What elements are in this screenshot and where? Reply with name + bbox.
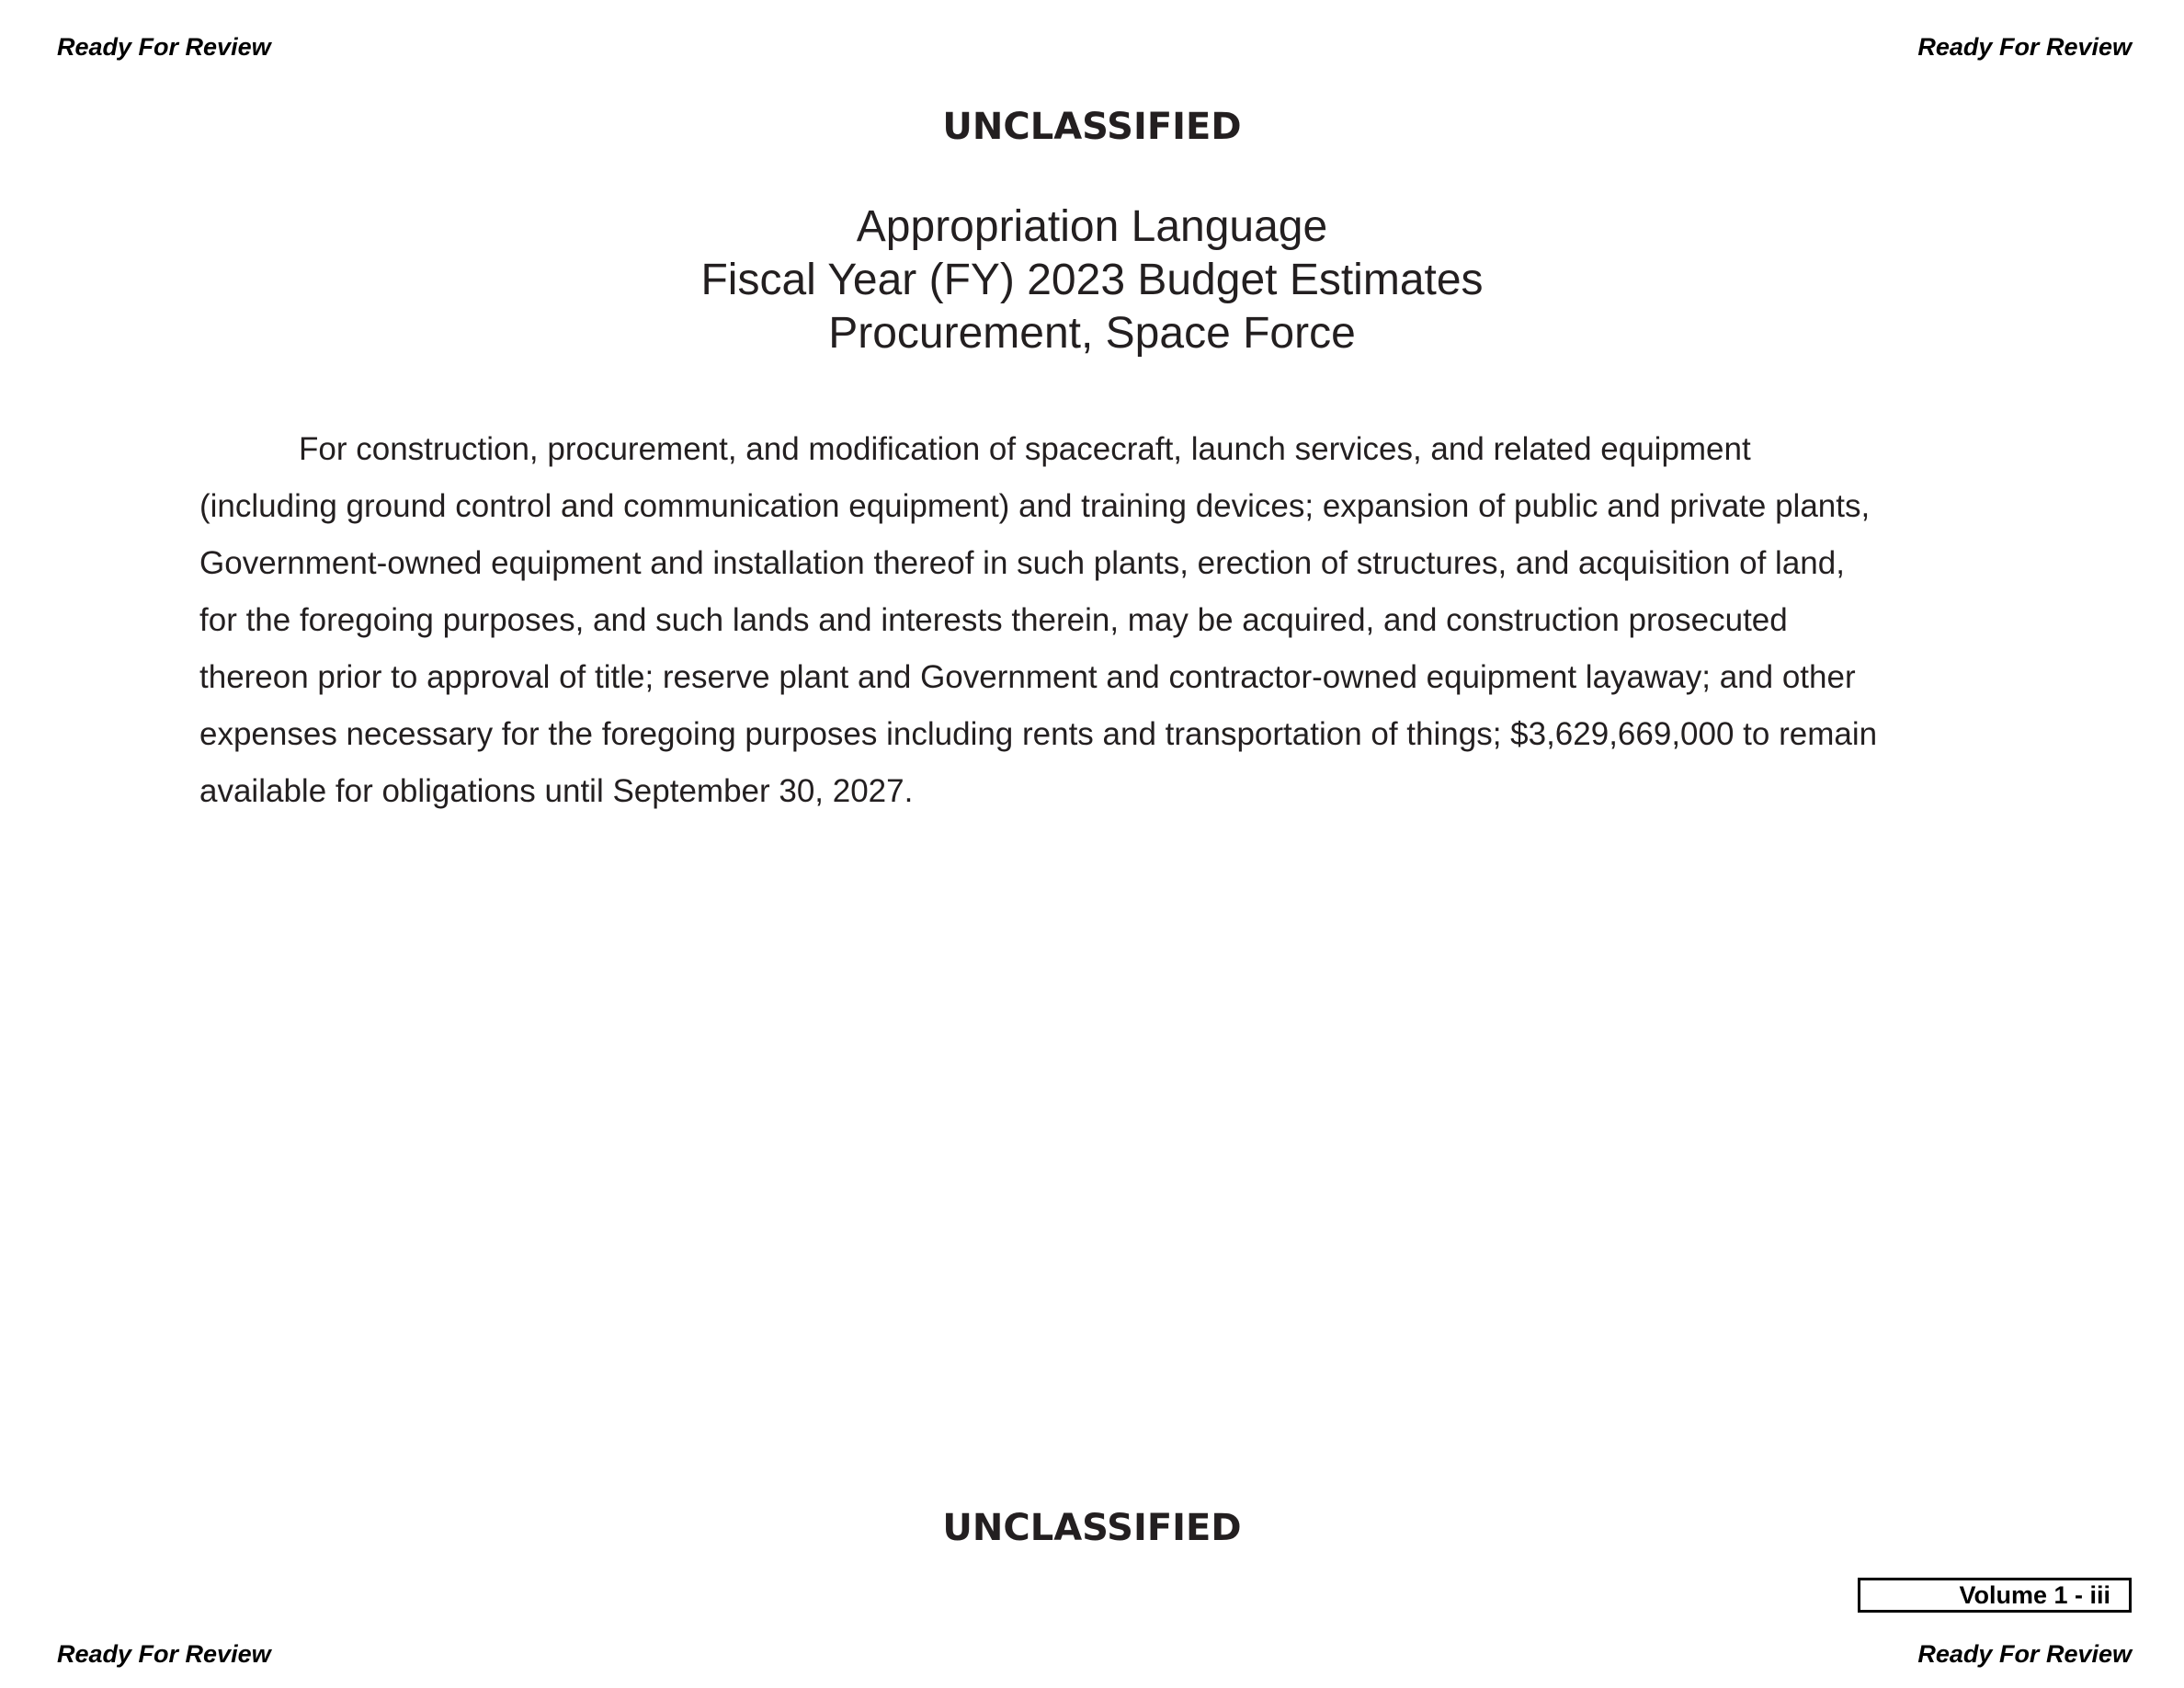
paragraph-line: for the foregoing purposes, and such lands and interests therein, may be acquired, and construction prosecuted [199, 602, 1788, 638]
paragraph-line: expenses necessary for the foregoing purposes including rents and transportation of things; $3,629,669,000 to remain [199, 716, 1878, 752]
ready-for-review-bottom-left: Ready For Review [57, 1640, 271, 1668]
ready-for-review-top-right: Ready For Review [1917, 33, 2132, 61]
paragraph-line: available for obligations until September 30, 2027. [199, 773, 914, 809]
paragraph-line: (including ground control and communication equipment) and training devices; expansion of public and private plants, [199, 488, 1871, 524]
title-fiscal-year: Fiscal Year (FY) 2023 Budget Estimates [700, 256, 1484, 304]
classification-header: UNCLASSIFIED [942, 106, 1242, 148]
page-number-box: Volume 1 - iii [1858, 1578, 2132, 1613]
paragraph-line: thereon prior to approval of title; reserve plant and Government and contractor-owned equipment layaway; and other [199, 659, 1856, 695]
title-appropriation-language: Appropriation Language [856, 202, 1328, 251]
ready-for-review-bottom-right: Ready For Review [1917, 1640, 2132, 1668]
title-procurement-space-force: Procurement, Space Force [828, 309, 1356, 358]
classification-footer: UNCLASSIFIED [942, 1507, 1242, 1549]
paragraph-line: Government-owned equipment and installation thereof in such plants, erection of structures, and acquisition of land, [199, 545, 1845, 581]
paragraph-line: For construction, procurement, and modification of spacecraft, launch services, and related equipment [299, 431, 1751, 467]
ready-for-review-top-left: Ready For Review [57, 33, 271, 61]
appropriation-paragraph [199, 421, 1946, 820]
document-title-block [0, 200, 2184, 360]
